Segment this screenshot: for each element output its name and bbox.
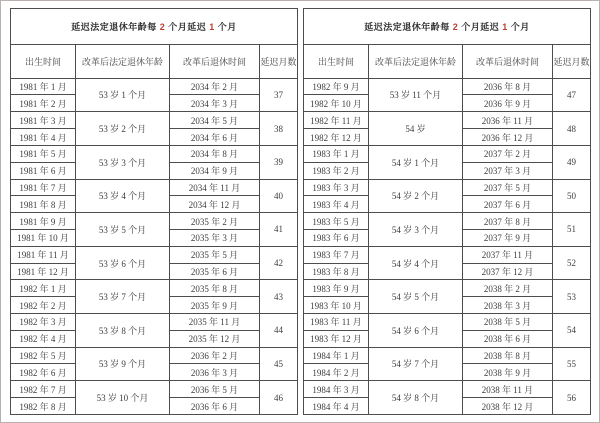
retirement-time-cell: 2035 年 6 月 xyxy=(170,263,260,280)
retirement-age-cell: 54 岁 6 个月 xyxy=(368,314,462,348)
title-number-1: 1 xyxy=(502,22,508,32)
retirement-age-cell: 54 岁 2 个月 xyxy=(368,179,462,213)
retirement-age-cell: 53 岁 3 个月 xyxy=(76,145,170,179)
birth-month-cell: 1983 年 5 月 xyxy=(303,213,368,230)
delay-months-cell: 40 xyxy=(260,179,298,213)
delay-months-cell: 38 xyxy=(260,112,298,146)
retirement-time-cell: 2035 年 11 月 xyxy=(170,314,260,331)
delay-months-cell: 49 xyxy=(552,145,590,179)
table-title-left xyxy=(11,9,298,45)
retirement-time-cell: 2037 年 11 月 xyxy=(462,246,552,263)
retirement-time-cell: 2038 年 2 月 xyxy=(462,280,552,297)
col-header-post-reform-age: 改革后法定退休年龄 xyxy=(368,45,462,79)
retirement-time-cell: 2035 年 8 月 xyxy=(170,280,260,297)
retirement-time-cell: 2037 年 9 月 xyxy=(462,229,552,246)
retirement-time-cell: 2036 年 8 月 xyxy=(462,78,552,95)
delay-months-cell: 46 xyxy=(260,381,298,415)
retirement-age-cell: 53 岁 2 个月 xyxy=(76,112,170,146)
birth-month-cell: 1983 年 1 月 xyxy=(303,145,368,162)
retirement-time-cell: 2036 年 11 月 xyxy=(462,112,552,129)
birth-month-cell: 1984 年 1 月 xyxy=(303,347,368,364)
delay-months-cell: 43 xyxy=(260,280,298,314)
birth-month-cell: 1983 年 11 月 xyxy=(303,314,368,331)
delay-months-cell: 54 xyxy=(552,314,590,348)
retirement-age-cell: 53 岁 11 个月 xyxy=(368,78,462,112)
retirement-time-cell: 2035 年 12 月 xyxy=(170,330,260,347)
delay-months-cell: 56 xyxy=(552,381,590,415)
birth-month-cell: 1984 年 3 月 xyxy=(303,381,368,398)
retirement-time-cell: 2038 年 8 月 xyxy=(462,347,552,364)
retirement-time-cell: 2034 年 5 月 xyxy=(170,112,260,129)
col-header-delay-months: 延迟月数 xyxy=(260,45,298,79)
table-body-right xyxy=(303,78,590,414)
title-number-1: 1 xyxy=(209,22,215,32)
birth-month-cell: 1981 年 6 月 xyxy=(11,162,76,179)
birth-month-cell: 1984 年 4 月 xyxy=(303,398,368,415)
title-number-2: 2 xyxy=(452,22,459,32)
title-text: 个月延迟 xyxy=(165,22,210,32)
retirement-time-cell: 2034 年 11 月 xyxy=(170,179,260,196)
birth-month-cell: 1982 年 7 月 xyxy=(11,381,76,398)
title-text: 延迟法定退休年龄每 xyxy=(71,22,160,32)
birth-month-cell: 1983 年 7 月 xyxy=(303,246,368,263)
birth-month-cell: 1981 年 3 月 xyxy=(11,112,76,129)
delay-months-cell: 39 xyxy=(260,145,298,179)
birth-month-cell: 1983 年 3 月 xyxy=(303,179,368,196)
retirement-table-right xyxy=(303,8,591,415)
birth-month-cell: 1982 年 1 月 xyxy=(11,280,76,297)
retirement-time-cell: 2036 年 2 月 xyxy=(170,347,260,364)
retirement-time-cell: 2035 年 3 月 xyxy=(170,229,260,246)
retirement-time-cell: 2035 年 2 月 xyxy=(170,213,260,230)
birth-month-cell: 1983 年 8 月 xyxy=(303,263,368,280)
retirement-time-cell: 2038 年 6 月 xyxy=(462,330,552,347)
birth-month-cell: 1982 年 12 月 xyxy=(303,129,368,146)
delay-months-cell: 52 xyxy=(552,246,590,280)
retirement-age-cell: 53 岁 8 个月 xyxy=(76,314,170,348)
birth-month-cell: 1981 年 9 月 xyxy=(11,213,76,230)
delay-months-cell: 55 xyxy=(552,347,590,381)
retirement-age-cell: 53 岁 6 个月 xyxy=(76,246,170,280)
title-text: 个月延迟 xyxy=(458,22,503,32)
retirement-time-cell: 2036 年 3 月 xyxy=(170,364,260,381)
title-text: 个月 xyxy=(507,22,530,32)
birth-month-cell: 1981 年 7 月 xyxy=(11,179,76,196)
delay-months-cell: 37 xyxy=(260,78,298,112)
retirement-time-cell: 2038 年 3 月 xyxy=(462,297,552,314)
retirement-age-cell: 53 岁 4 个月 xyxy=(76,179,170,213)
retirement-time-cell: 2038 年 11 月 xyxy=(462,381,552,398)
retirement-time-cell: 2037 年 8 月 xyxy=(462,213,552,230)
delay-months-cell: 41 xyxy=(260,213,298,247)
birth-month-cell: 1982 年 4 月 xyxy=(11,330,76,347)
col-header-delay-months: 延迟月数 xyxy=(552,45,590,79)
title-text: 个月 xyxy=(214,22,237,32)
birth-month-cell: 1981 年 1 月 xyxy=(11,78,76,95)
delay-months-cell: 45 xyxy=(260,347,298,381)
retirement-table-left xyxy=(10,8,298,415)
birth-month-cell: 1982 年 10 月 xyxy=(303,95,368,112)
retirement-time-cell: 2037 年 12 月 xyxy=(462,263,552,280)
table-title-right xyxy=(303,9,590,45)
retirement-age-cell: 54 岁 1 个月 xyxy=(368,145,462,179)
birth-month-cell: 1981 年 4 月 xyxy=(11,129,76,146)
retirement-time-cell: 2034 年 3 月 xyxy=(170,95,260,112)
retirement-time-cell: 2036 年 5 月 xyxy=(170,381,260,398)
retirement-age-cell: 53 岁 9 个月 xyxy=(76,347,170,381)
delay-months-cell: 53 xyxy=(552,280,590,314)
birth-month-cell: 1983 年 6 月 xyxy=(303,229,368,246)
delay-months-cell: 50 xyxy=(552,179,590,213)
birth-month-cell: 1983 年 10 月 xyxy=(303,297,368,314)
retirement-time-cell: 2035 年 5 月 xyxy=(170,246,260,263)
birth-month-cell: 1984 年 2 月 xyxy=(303,364,368,381)
retirement-time-cell: 2037 年 2 月 xyxy=(462,145,552,162)
retirement-age-cell: 54 岁 7 个月 xyxy=(368,347,462,381)
retirement-time-cell: 2037 年 3 月 xyxy=(462,162,552,179)
title-number-2: 2 xyxy=(159,22,166,32)
delay-months-cell: 42 xyxy=(260,246,298,280)
delay-months-cell: 51 xyxy=(552,213,590,247)
retirement-age-cell: 54 岁 8 个月 xyxy=(368,381,462,415)
retirement-time-cell: 2034 年 9 月 xyxy=(170,162,260,179)
retirement-time-cell: 2034 年 8 月 xyxy=(170,145,260,162)
retirement-age-cell: 53 岁 10 个月 xyxy=(76,381,170,415)
retirement-age-cell: 53 岁 1 个月 xyxy=(76,78,170,112)
col-header-birth-time: 出生时间 xyxy=(303,45,368,79)
birth-month-cell: 1983 年 2 月 xyxy=(303,162,368,179)
retirement-age-cell: 54 岁 4 个月 xyxy=(368,246,462,280)
delay-months-cell: 47 xyxy=(552,78,590,112)
page-container xyxy=(1,1,599,422)
birth-month-cell: 1982 年 3 月 xyxy=(11,314,76,331)
retirement-age-cell: 53 岁 7 个月 xyxy=(76,280,170,314)
retirement-time-cell: 2038 年 12 月 xyxy=(462,398,552,415)
birth-month-cell: 1981 年 2 月 xyxy=(11,95,76,112)
retirement-time-cell: 2038 年 9 月 xyxy=(462,364,552,381)
retirement-time-cell: 2036 年 9 月 xyxy=(462,95,552,112)
birth-month-cell: 1983 年 9 月 xyxy=(303,280,368,297)
retirement-time-cell: 2036 年 6 月 xyxy=(170,398,260,415)
birth-month-cell: 1982 年 2 月 xyxy=(11,297,76,314)
delay-months-cell: 48 xyxy=(552,112,590,146)
birth-month-cell: 1981 年 11 月 xyxy=(11,246,76,263)
retirement-time-cell: 2035 年 9 月 xyxy=(170,297,260,314)
birth-month-cell: 1983 年 12 月 xyxy=(303,330,368,347)
col-header-post-reform-retirement: 改革后退休时间 xyxy=(170,45,260,79)
birth-month-cell: 1982 年 5 月 xyxy=(11,347,76,364)
birth-month-cell: 1982 年 6 月 xyxy=(11,364,76,381)
birth-month-cell: 1981 年 10 月 xyxy=(11,229,76,246)
birth-month-cell: 1981 年 5 月 xyxy=(11,145,76,162)
col-header-birth-time: 出生时间 xyxy=(11,45,76,79)
col-header-post-reform-age: 改革后法定退休年龄 xyxy=(76,45,170,79)
retirement-age-cell: 54 岁 5 个月 xyxy=(368,280,462,314)
birth-month-cell: 1982 年 8 月 xyxy=(11,398,76,415)
birth-month-cell: 1981 年 8 月 xyxy=(11,196,76,213)
birth-month-cell: 1983 年 4 月 xyxy=(303,196,368,213)
retirement-time-cell: 2034 年 2 月 xyxy=(170,78,260,95)
retirement-age-cell: 54 岁 xyxy=(368,112,462,146)
retirement-time-cell: 2034 年 12 月 xyxy=(170,196,260,213)
title-text: 延迟法定退休年龄每 xyxy=(364,22,453,32)
retirement-time-cell: 2037 年 5 月 xyxy=(462,179,552,196)
retirement-time-cell: 2038 年 5 月 xyxy=(462,314,552,331)
birth-month-cell: 1981 年 12 月 xyxy=(11,263,76,280)
retirement-time-cell: 2037 年 6 月 xyxy=(462,196,552,213)
retirement-age-cell: 54 岁 3 个月 xyxy=(368,213,462,247)
retirement-time-cell: 2036 年 12 月 xyxy=(462,129,552,146)
retirement-time-cell: 2034 年 6 月 xyxy=(170,129,260,146)
retirement-age-cell: 53 岁 5 个月 xyxy=(76,213,170,247)
birth-month-cell: 1982 年 9 月 xyxy=(303,78,368,95)
delay-months-cell: 44 xyxy=(260,314,298,348)
table-body-left xyxy=(11,78,298,414)
birth-month-cell: 1982 年 11 月 xyxy=(303,112,368,129)
col-header-post-reform-retirement: 改革后退休时间 xyxy=(462,45,552,79)
